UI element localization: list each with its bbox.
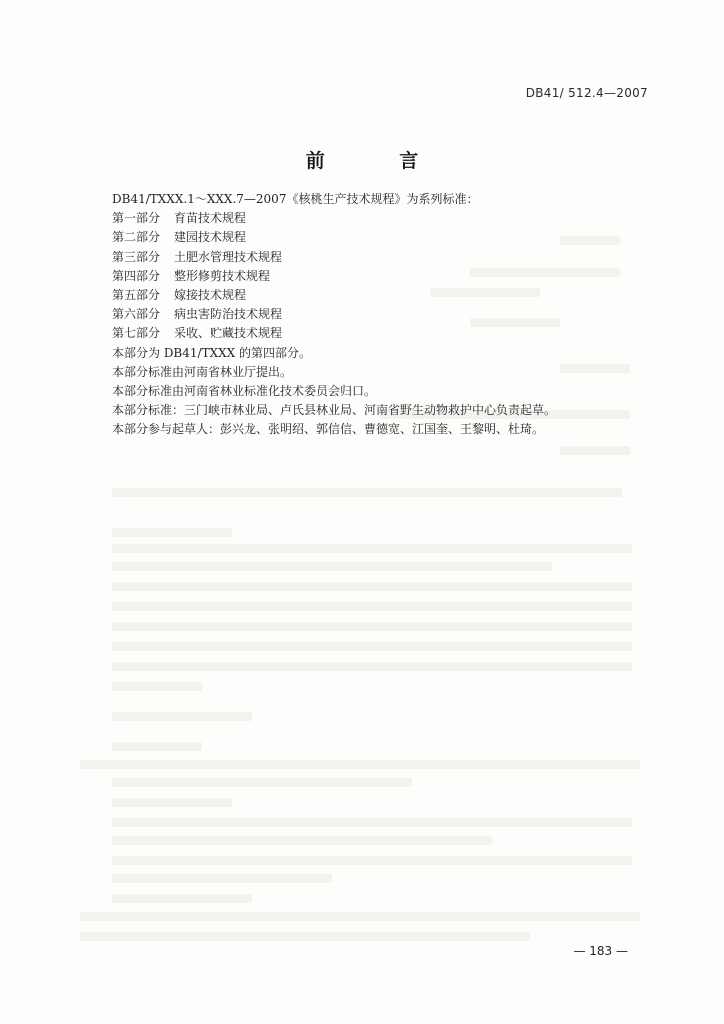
part-item xyxy=(112,228,632,247)
part-name: 育苗技术规程 xyxy=(174,211,247,226)
parts-list xyxy=(112,209,632,343)
part-name: 土肥水管理技术规程 xyxy=(174,249,283,264)
part-number: 第六部分 xyxy=(112,307,161,322)
statement-drafters: 本部分参与起草人：彭兴龙、张明绍、郭信信、曹德宽、江国奎、王黎明、杜琦。 xyxy=(112,422,545,437)
page-title: 前 言 xyxy=(305,150,453,172)
page-number: — 183 — xyxy=(573,944,628,958)
part-item xyxy=(112,305,632,324)
part-number: 第三部分 xyxy=(112,249,161,264)
part-number: 第一部分 xyxy=(112,211,161,226)
part-item xyxy=(112,267,632,286)
statement-part-scope: 本部分为 DB41/TXXX 的第四部分。 xyxy=(112,345,312,360)
statement-administrator: 本部分标准由河南省林业标准化技术委员会归口。 xyxy=(112,384,377,399)
part-number: 第五部分 xyxy=(112,288,161,303)
part-name: 病虫害防治技术规程 xyxy=(174,307,283,322)
statement-proposer: 本部分标准由河南省林业厅提出。 xyxy=(112,364,293,379)
part-number: 第四部分 xyxy=(112,268,161,283)
series-intro: DB41/TXXX.1～XXX.7—2007《核桃生产技术规程》为系列标准： xyxy=(112,192,479,206)
part-name: 整形修剪技术规程 xyxy=(174,268,271,283)
part-number: 第七部分 xyxy=(112,326,161,341)
part-number: 第二部分 xyxy=(112,230,161,245)
part-item xyxy=(112,248,632,267)
preface-body xyxy=(112,190,632,440)
part-item xyxy=(112,209,632,228)
part-item xyxy=(112,286,632,305)
part-name: 建园技术规程 xyxy=(174,230,247,245)
part-item xyxy=(112,324,632,343)
part-name: 采收、贮藏技术规程 xyxy=(174,326,283,341)
part-name: 嫁接技术规程 xyxy=(174,288,247,303)
statement-drafting-units: 本部分标准：三门峡市林业局、卢氏县林业局、河南省野生动物救护中心负责起草。 xyxy=(112,403,557,418)
standard-code: DB41/ 512.4—2007 xyxy=(525,86,648,100)
